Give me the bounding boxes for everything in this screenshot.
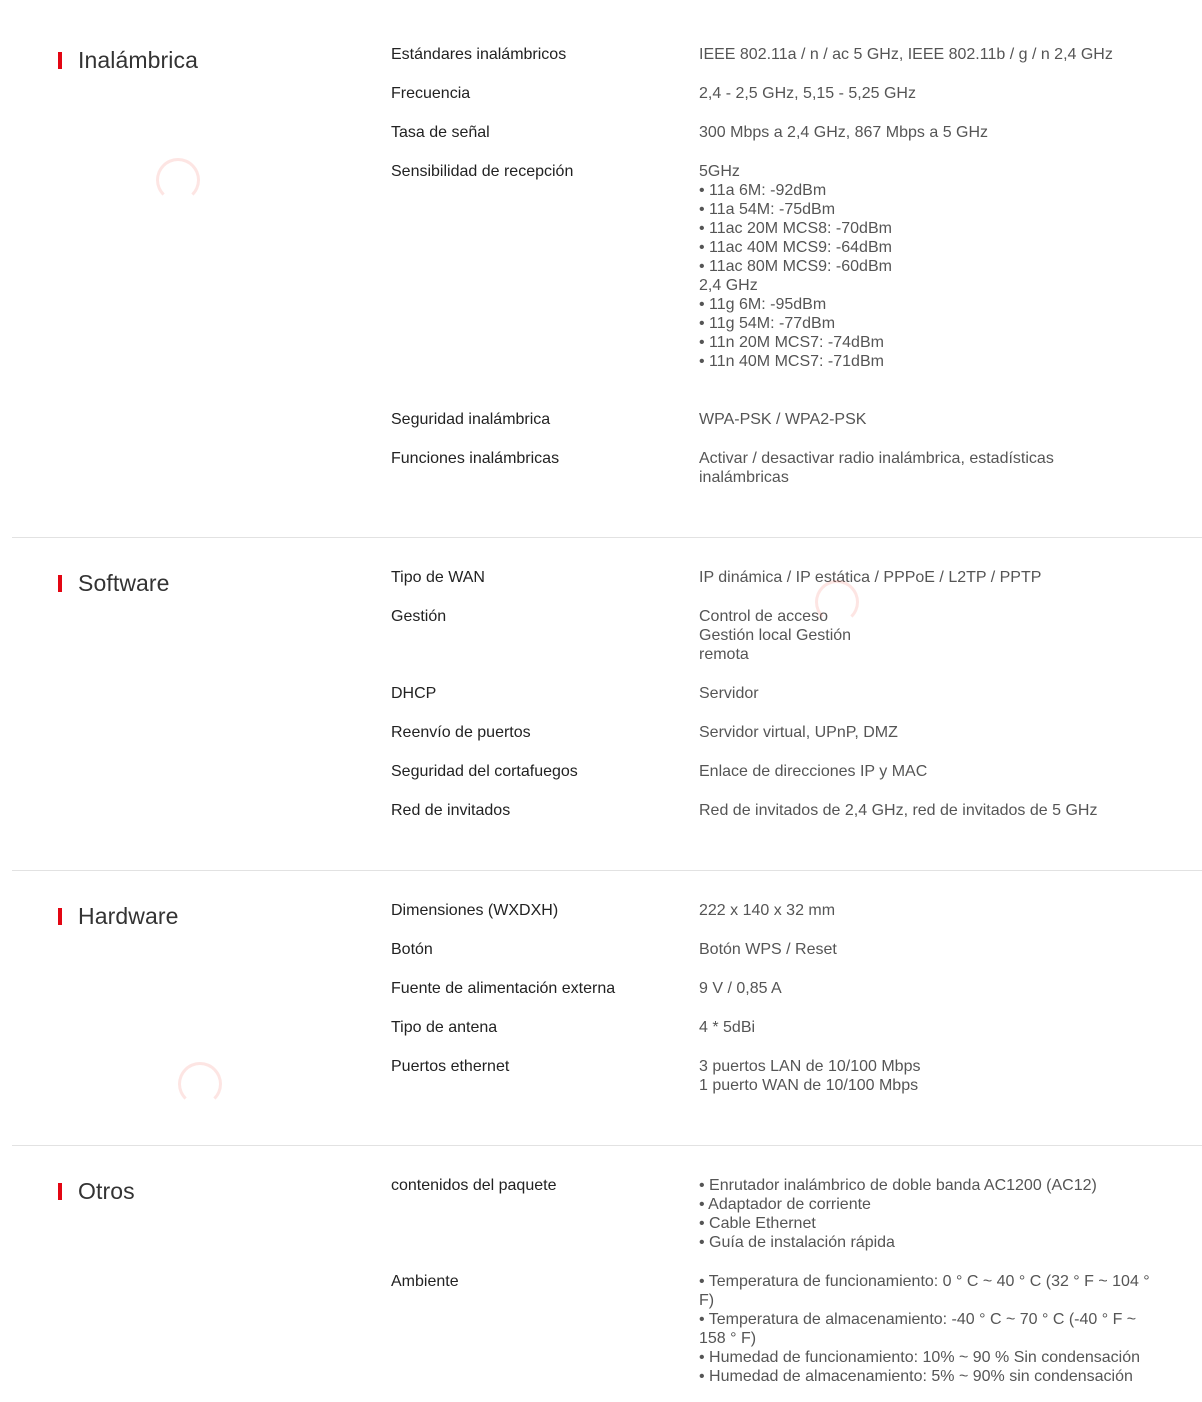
spec-value-line: 222 x 140 x 32 mm — [699, 902, 836, 919]
spec-label: Frecuencia — [391, 85, 471, 102]
spec-value-line: 158 ° F) — [699, 1330, 757, 1347]
section-title-text: Software — [78, 570, 170, 596]
spec-value — [699, 723, 1169, 742]
spec-label: Reenvío de puertos — [391, 724, 531, 741]
spec-value — [699, 84, 1169, 103]
spec-label: Botón — [391, 941, 433, 958]
section-divider — [12, 537, 1202, 538]
spec-label: contenidos del paquete — [391, 1177, 557, 1194]
spec-label: DHCP — [391, 685, 437, 702]
spec-value-line: • 11ac 20M MCS8: -70dBm — [699, 220, 892, 237]
spec-value — [699, 410, 1169, 429]
spec-value-line: 9 V / 0,85 A — [699, 980, 782, 997]
section-title — [58, 1178, 135, 1205]
spec-label: Funciones inalámbricas — [391, 450, 560, 467]
spec-value — [699, 1057, 1169, 1095]
spec-value — [699, 45, 1169, 64]
section-divider — [12, 1145, 1202, 1146]
spec-value-line: • Guía de instalación rápida — [699, 1234, 895, 1251]
section-accent-bar — [58, 908, 62, 925]
spec-label: Gestión — [391, 608, 447, 625]
spec-value — [699, 123, 1169, 142]
spec-label: Puertos ethernet — [391, 1058, 510, 1075]
section-divider — [12, 870, 1202, 871]
spec-value-line: • Temperatura de almacenamiento: -40 ° C ~ 70 ° C (-40 ° F ~ — [699, 1311, 1137, 1328]
spec-value-line: 300 Mbps a 2,4 GHz, 867 Mbps a 5 GHz — [699, 124, 989, 141]
spec-value-line: Gestión local Gestión — [699, 627, 852, 644]
spec-label: Fuente de alimentación externa — [391, 980, 616, 997]
section-accent-bar — [58, 575, 62, 592]
spec-value-line: • 11n 40M MCS7: -71dBm — [699, 353, 884, 370]
watermark-ring-icon — [815, 580, 859, 624]
spec-value-line: IEEE 802.11a / n / ac 5 GHz, IEEE 802.11b / g / n 2,4 GHz — [699, 46, 1113, 63]
spec-value-line: • 11a 6M: -92dBm — [699, 182, 827, 199]
spec-label: Estándares inalámbricos — [391, 46, 567, 63]
spec-value-line: • Humedad de funcionamiento: 10% ~ 90 % Sin condensación — [699, 1349, 1140, 1366]
spec-value-line: Control de acceso — [699, 608, 828, 625]
spec-value — [699, 901, 1169, 920]
spec-value-line: Servidor virtual, UPnP, DMZ — [699, 724, 898, 741]
spec-label: Sensibilidad de recepción — [391, 163, 574, 180]
spec-label: Tipo de antena — [391, 1019, 498, 1036]
watermark-ring-icon — [156, 158, 200, 202]
spec-label: Dimensiones (WXDXH) — [391, 902, 559, 919]
spec-value-line: • 11g 54M: -77dBm — [699, 315, 836, 332]
section-title — [58, 903, 179, 930]
spec-value-line: Enlace de direcciones IP y MAC — [699, 763, 928, 780]
spec-value-line: • 11ac 80M MCS9: -60dBm — [699, 258, 892, 275]
spec-value-line: • Adaptador de corriente — [699, 1196, 871, 1213]
spec-value-line: Botón WPS / Reset — [699, 941, 837, 958]
spec-label: Seguridad inalámbrica — [391, 411, 551, 428]
spec-label: Tasa de señal — [391, 124, 490, 141]
spec-value — [699, 684, 1169, 703]
spec-value-line: 5GHz — [699, 163, 740, 180]
spec-value — [699, 979, 1169, 998]
spec-value-line: 1 puerto WAN de 10/100 Mbps — [699, 1077, 919, 1094]
spec-value-line: remota — [699, 646, 749, 663]
spec-value-line: inalámbricas — [699, 469, 789, 486]
spec-value — [699, 762, 1169, 781]
spec-value-line: • Enrutador inalámbrico de doble banda AC1200 (AC12) — [699, 1177, 1097, 1194]
spec-value-line: • 11n 20M MCS7: -74dBm — [699, 334, 884, 351]
spec-value — [699, 162, 1169, 371]
spec-value-line: 4 * 5dBi — [699, 1019, 756, 1036]
section-accent-bar — [58, 1183, 62, 1200]
spec-label: Red de invitados — [391, 802, 511, 819]
spec-value-line: Activar / desactivar radio inalámbrica, estadísticas — [699, 450, 1054, 467]
spec-value-line: WPA-PSK / WPA2-PSK — [699, 411, 867, 428]
spec-value — [699, 449, 1169, 487]
spec-value-line: • 11a 54M: -75dBm — [699, 201, 836, 218]
spec-value-line: 2,4 - 2,5 GHz, 5,15 - 5,25 GHz — [699, 85, 916, 102]
section-title — [58, 570, 170, 597]
spec-value — [699, 801, 1169, 820]
spec-value-line: • Cable Ethernet — [699, 1215, 816, 1232]
spec-value-line: Servidor — [699, 685, 759, 702]
spec-value-line: 2,4 GHz — [699, 277, 758, 294]
spec-value-line: 3 puertos LAN de 10/100 Mbps — [699, 1058, 921, 1075]
spec-value-line: F) — [699, 1292, 715, 1309]
spec-value — [699, 607, 1169, 664]
spec-value — [699, 568, 1169, 587]
spec-label: Ambiente — [391, 1273, 459, 1290]
section-title — [58, 47, 198, 74]
spec-value-line: • 11g 6M: -95dBm — [699, 296, 827, 313]
spec-value-line: Red de invitados de 2,4 GHz, red de invitados de 5 GHz — [699, 802, 1098, 819]
section-title-text: Hardware — [78, 903, 179, 929]
section-title-text: Inalámbrica — [78, 47, 198, 73]
section-title-text: Otros — [78, 1178, 135, 1204]
section-accent-bar — [58, 52, 62, 69]
spec-value — [699, 1272, 1169, 1386]
watermark-ring-icon — [178, 1062, 222, 1106]
spec-value-line: • Humedad de almacenamiento: 5% ~ 90% sin condensación — [699, 1368, 1133, 1385]
spec-value-line: • Temperatura de funcionamiento: 0 ° C ~ 40 ° C (32 ° F ~ 104 ° — [699, 1273, 1150, 1290]
spec-value-line: • 11ac 40M MCS9: -64dBm — [699, 239, 892, 256]
spec-label: Tipo de WAN — [391, 569, 485, 586]
spec-value-line: IP dinámica / IP estática / PPPoE / L2TP / PPTP — [699, 569, 1042, 586]
spec-value — [699, 1018, 1169, 1037]
spec-value — [699, 1176, 1169, 1252]
spec-value — [699, 940, 1169, 959]
spec-label: Seguridad del cortafuegos — [391, 763, 578, 780]
